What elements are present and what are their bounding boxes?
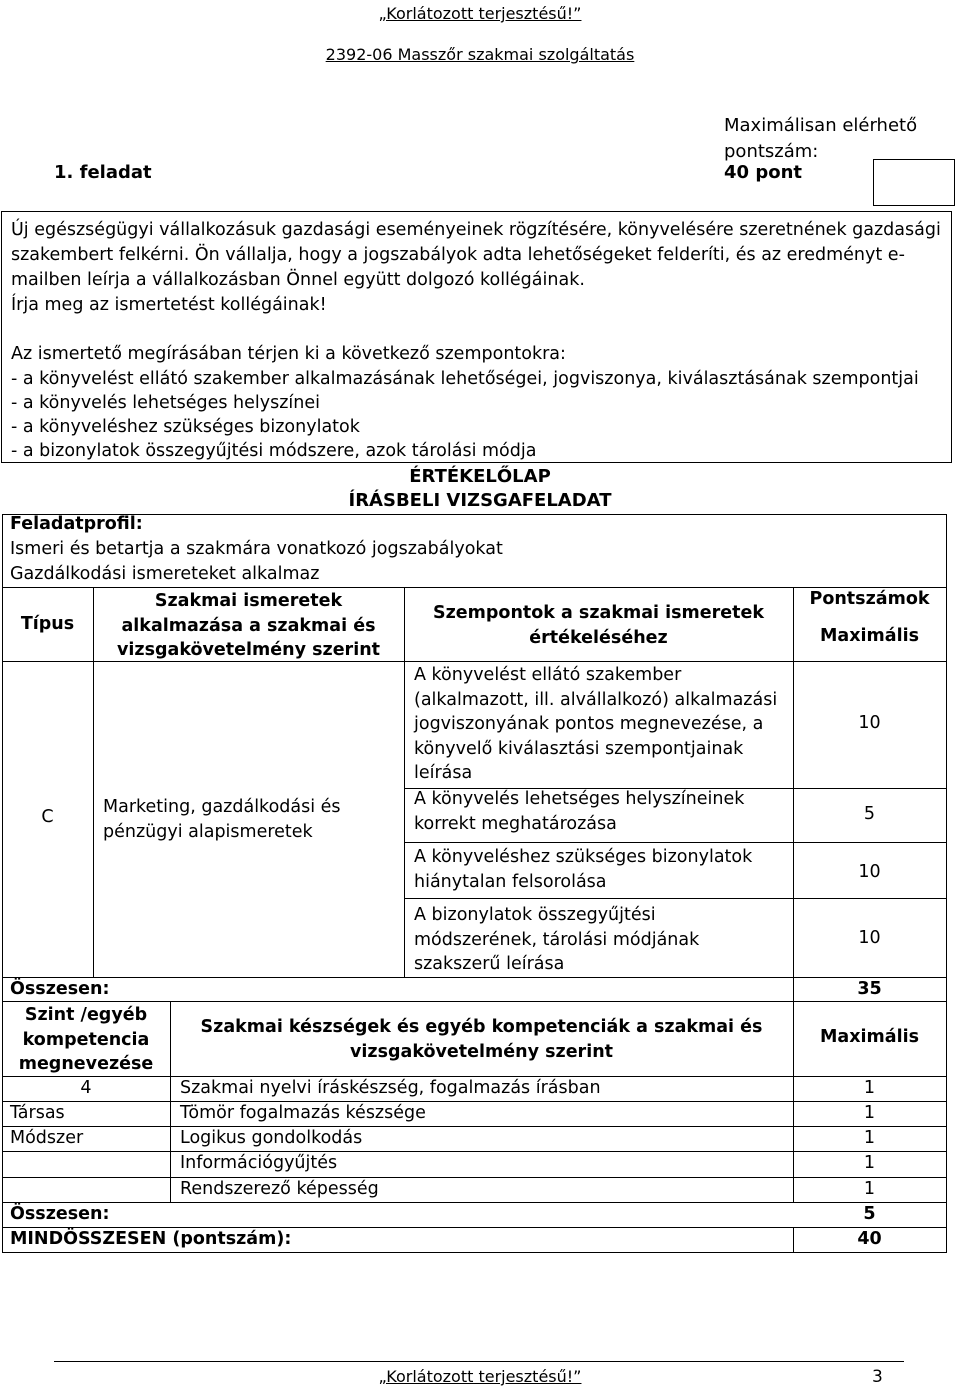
table-line — [2, 1252, 947, 1253]
col-header-knowledge-line: vizsgakövetelmény szerint — [116, 640, 381, 660]
col-header-type: Típus — [20, 614, 75, 634]
task-point: - a könyveléshez szükséges bizonylatok — [11, 417, 360, 437]
profile-line: Ismeri és betartja a szakmára vonatkozó jogszabályokat — [10, 539, 503, 559]
col-header-criteria-line: értékeléséhez — [529, 627, 668, 648]
task-intro-line: Új egészségügyi vállalkozásuk gazdasági eseményeinek rögzítésére, könyvelésére szeretnének gazdasági — [11, 220, 941, 240]
table-line — [2, 1126, 947, 1127]
criterion-text — [414, 663, 777, 786]
criterion-line: könyvelő kiválasztási szempontjainak — [414, 738, 744, 759]
table-line — [2, 1227, 947, 1228]
task-description-box — [1, 211, 952, 463]
table-line — [404, 898, 947, 899]
skill-name: Szakmai nyelvi íráskészség, fogalmazás írásban — [180, 1078, 601, 1098]
evaluation-subtitle: ÍRÁSBELI VIZSGAFELADAT — [348, 490, 612, 511]
criterion-line: leírása — [414, 763, 473, 783]
table-line — [2, 1101, 947, 1102]
table-line — [946, 514, 947, 1253]
criterion-line: A könyvelés lehetséges helyszíneinek — [414, 789, 745, 809]
col-header-criteria — [404, 601, 793, 650]
score-input-box[interactable] — [873, 159, 955, 206]
header-qualification-title: 2392-06 Masszőr szakmai szolgáltatás — [325, 45, 635, 64]
task-title: 1. feladat — [54, 162, 152, 183]
skills-header-name-line: Szakmai készségek és egyéb kompetenciák a szakmai és — [200, 1017, 763, 1037]
skills-header-name — [170, 1015, 793, 1064]
grand-total-value: 40 — [857, 1229, 882, 1249]
col-header-criteria-line: Szempontok a szakmai ismeretek — [433, 603, 764, 623]
header-restricted-notice: „Korlátozott terjesztésű!” — [378, 4, 582, 23]
task-points-heading: Az ismertető megírásában térjen ki a következő szempontokra: — [11, 344, 566, 364]
criterion-line: A bizonylatok összegyűjtési — [414, 905, 656, 925]
criterion-points: 5 — [863, 804, 876, 824]
evaluation-title: ÉRTÉKELŐLAP — [409, 466, 551, 487]
table-line — [2, 1177, 947, 1178]
task-intro-line: szakembert felkérni. Ön vállalja, hogy a jogszabályok adta lehetőségeket felderíti, és az eredményt e- — [11, 245, 905, 265]
table-line — [2, 587, 947, 588]
col-header-knowledge — [93, 589, 404, 663]
skills-header-max: Maximális — [820, 1027, 919, 1047]
task-point: - a könyvelést ellátó szakember alkalmazásának lehetőségei, jogviszonya, kiválasztásának szempontjai — [11, 369, 919, 389]
table-line — [404, 842, 947, 843]
criterion-line: (alkalmazott, ill. alvállalkozó) alkalmazási — [414, 689, 778, 710]
skill-level: Módszer — [10, 1128, 84, 1148]
task-intro-line: Írja meg az ismertetést kollégáinak! — [11, 295, 327, 315]
footer-divider — [54, 1361, 904, 1362]
table-line — [2, 1001, 947, 1002]
criterion-line: jogviszonyának pontos megnevezése, a — [414, 714, 764, 734]
skills-header-level-line: megnevezése — [18, 1054, 154, 1074]
skills-header-level-line: Szint /egyéb — [24, 1005, 148, 1025]
skill-name: Információgyűjtés — [180, 1153, 338, 1173]
table-line — [2, 1151, 947, 1152]
skill-points: 1 — [863, 1078, 876, 1098]
page-number: 3 — [872, 1367, 883, 1387]
criterion-line: korrekt meghatározása — [414, 813, 617, 834]
knowledge-value-line: Marketing, gazdálkodási és — [103, 797, 341, 817]
col-header-max: Maximális — [820, 626, 919, 646]
task-point: - a bizonylatok összegyűjtési módszere, azok tárolási módja — [11, 441, 537, 461]
skills-header-name-line: vizsgakövetelmény szerint — [349, 1041, 614, 1062]
skill-level: Társas — [10, 1103, 65, 1123]
profile-line: Gazdálkodási ismereteket alkalmaz — [10, 564, 320, 584]
criterion-line: hiánytalan felsorolása — [414, 871, 607, 892]
grand-total-label: MINDÖSSZESEN (pontszám): — [10, 1229, 292, 1249]
profile-label: Feladatprofil: — [10, 514, 143, 534]
criterion-points: 10 — [858, 713, 881, 733]
task-intro-line: mailben leírja a vállalkozásban Önnel együtt dolgozó kollégáinak. — [11, 270, 585, 290]
table-line — [2, 977, 947, 978]
criterion-points: 10 — [858, 928, 881, 948]
knowledge-value-line: pénzügyi alapismeretek — [103, 821, 313, 842]
knowledge-value — [103, 795, 341, 844]
max-points-label — [724, 113, 917, 165]
task-point: - a könyvelés lehetséges helyszínei — [11, 393, 321, 413]
criterion-text — [414, 787, 744, 836]
skills-total-value: 5 — [863, 1204, 876, 1224]
criterion-line: A könyveléshez szükséges bizonylatok — [414, 847, 753, 867]
skills-header-level-line: kompetencia — [22, 1029, 150, 1050]
criterion-line: módszerének, tárolási módjának — [414, 929, 700, 950]
skill-name: Rendszerező képesség — [180, 1179, 379, 1199]
type-value: C — [41, 807, 54, 827]
criterion-text — [414, 903, 699, 977]
skill-points: 1 — [863, 1128, 876, 1148]
skill-points: 1 — [863, 1153, 876, 1173]
max-points-label-line1: Maximálisan elérhető — [724, 115, 918, 136]
table-line — [2, 1202, 947, 1203]
col-header-knowledge-line: alkalmazása a szakmai és — [121, 615, 376, 636]
col-header-knowledge-line: Szakmai ismeretek — [154, 591, 343, 611]
col-header-points: Pontszámok — [809, 589, 930, 609]
max-points-value: 40 pont — [724, 162, 802, 183]
criterion-line: szakszerű leírása — [414, 954, 565, 974]
max-points-label-line2: pontszám: — [724, 141, 819, 162]
skills-header-level — [2, 1003, 170, 1077]
skill-points: 1 — [863, 1103, 876, 1123]
skills-total-label: Összesen: — [10, 1204, 110, 1224]
total-value: 35 — [857, 979, 882, 999]
skill-points: 1 — [863, 1179, 876, 1199]
skill-name: Tömör fogalmazás készsége — [180, 1103, 426, 1123]
skill-name: Logikus gondolkodás — [180, 1128, 363, 1148]
criterion-line: A könyvelést ellátó szakember — [414, 665, 682, 685]
criterion-text — [414, 845, 752, 894]
total-label: Összesen: — [10, 979, 110, 999]
criterion-points: 10 — [858, 862, 881, 882]
footer-restricted-notice: „Korlátozott terjesztésű!” — [378, 1367, 582, 1386]
skill-level: 4 — [80, 1078, 92, 1098]
table-line — [2, 514, 947, 515]
